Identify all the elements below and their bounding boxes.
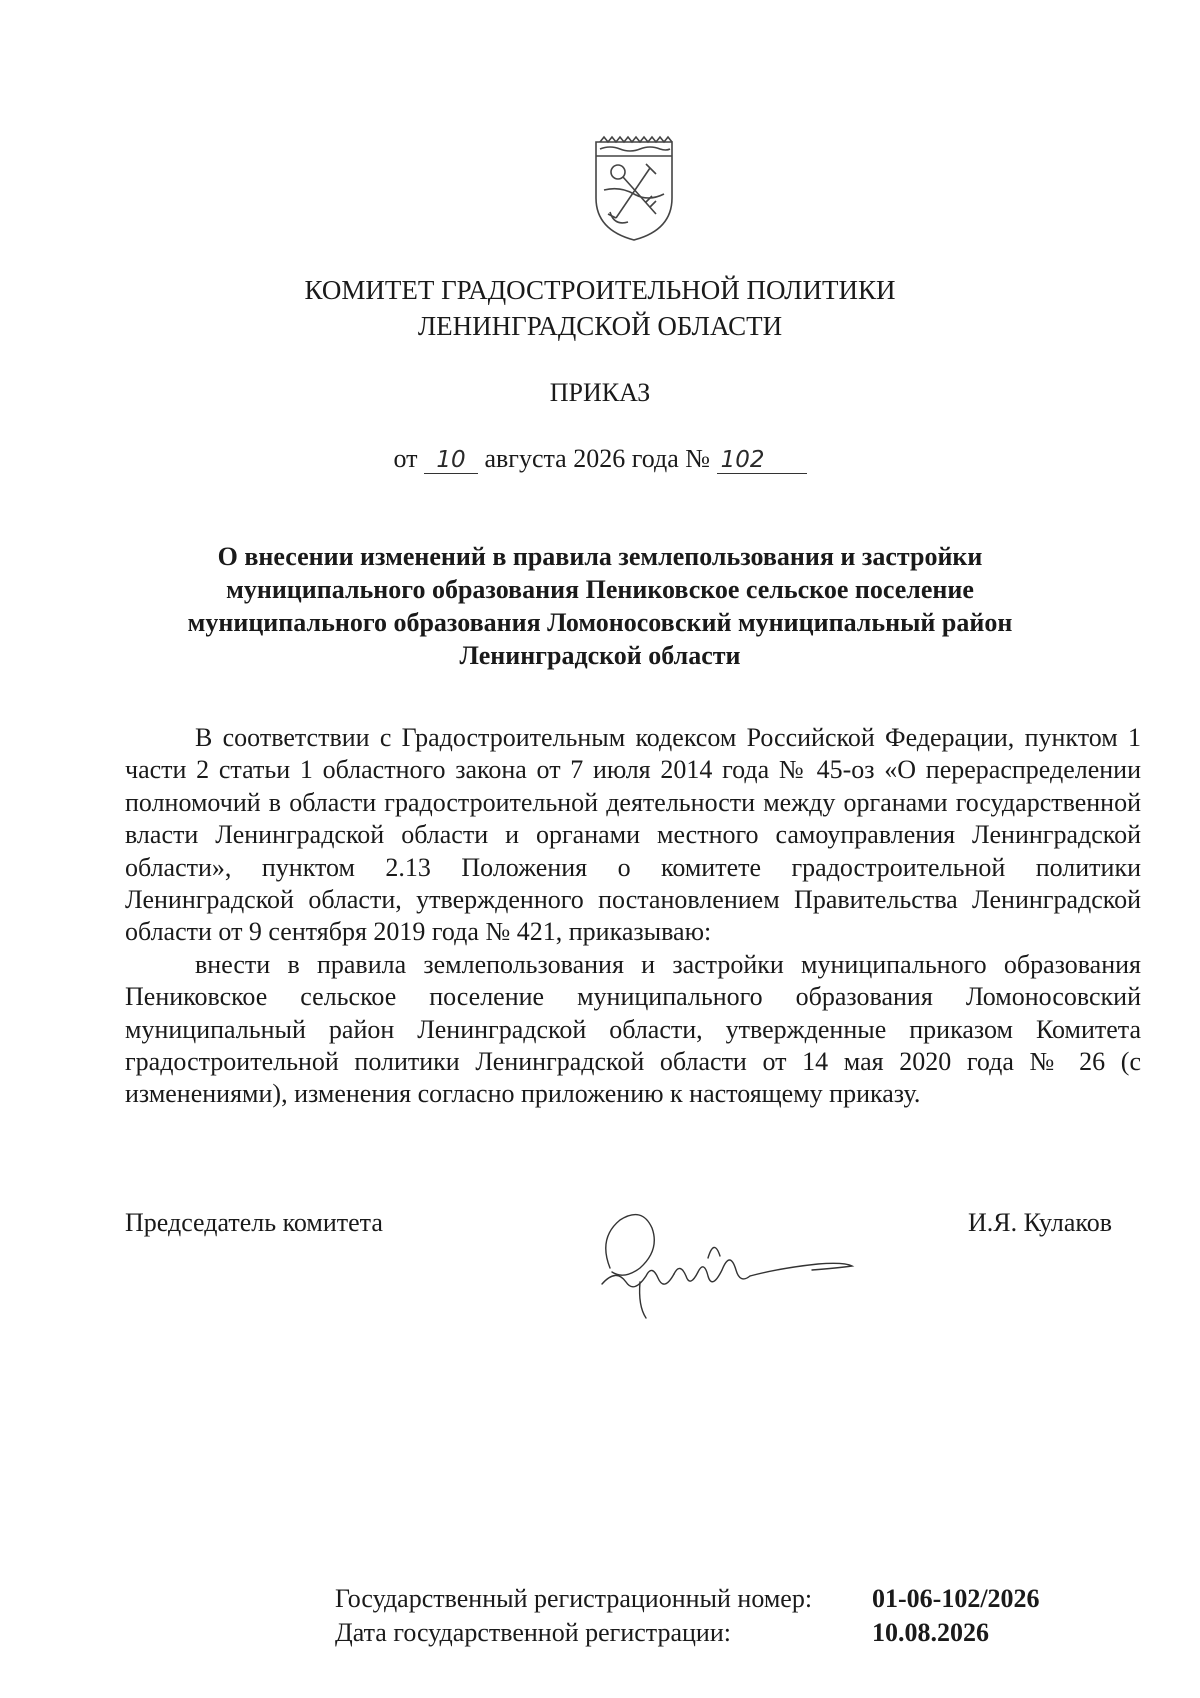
registration-number-value: 01-06-102/2026 [872, 1584, 1040, 1613]
coat-of-arms-icon [590, 134, 678, 244]
number-sign: № [685, 444, 711, 473]
organization-name [0, 272, 1200, 344]
paragraph-order: внести в правила землепользования и застройки муниципального образования Пениковское сельское поселение муниципального образования Ломоносовский муниципальный район Ленинградской области, утвержденные приказом Комитета градостроительной политики Ленинградской области от 14 мая 2020 года № 26 (с изменениями), изменения согласно приложению к настоящему приказу. [125, 949, 1141, 1109]
handwritten-signature [580, 1198, 900, 1328]
signatory-name: И.Я. Кулаков [968, 1208, 1112, 1237]
registration-date-value: 10.08.2026 [872, 1618, 989, 1647]
order-month-year: августа 2026 года [484, 444, 679, 473]
order-day-handwritten: 10 [424, 447, 478, 474]
title-line-3: муниципального образования Ломоносовский муниципальный район [187, 608, 1013, 637]
title-line-2: муниципального образования Пениковское сельское поселение [226, 575, 974, 604]
order-prefix: от [393, 444, 418, 473]
registration-date-row [335, 1616, 1040, 1650]
organization-line-2: ЛЕНИНГРАДСКОЙ ОБЛАСТИ [417, 311, 783, 341]
registration-date-label: Дата государственной регистрации: [335, 1618, 731, 1647]
signatory-position: Председатель комитета [125, 1208, 383, 1237]
title-line-4: Ленинградской области [459, 641, 741, 670]
document-title [180, 540, 1020, 672]
registration-number-label: Государственный регистрационный номер: [335, 1584, 813, 1613]
organization-line-1: КОМИТЕТ ГРАДОСТРОИТЕЛЬНОЙ ПОЛИТИКИ [304, 275, 896, 305]
registration-block [335, 1582, 1040, 1650]
order-date-number-line [0, 444, 1200, 474]
document-body [125, 722, 1141, 1111]
title-line-1: О внесении изменений в правила землепользования и застройки [217, 542, 983, 571]
registration-number-row [335, 1582, 1040, 1616]
document-type: ПРИКАЗ [549, 378, 651, 407]
paragraph-preamble: В соответствии с Градостроительным кодексом Российской Федерации, пунктом 1 части 2 статьи 1 областного закона от 7 июля 2014 года № 45-оз «О перераспределении полномочий в области градостроительной деятельности между органами государственной власти Ленинградской области и органами местного самоуправления Ленинградской области», пунктом 2.13 Положения о комитете градостроительной политики Ленинградской области, утвержденного постановлением Правительства Ленинградской области от 9 сентября 2019 года № 421, приказываю: [125, 723, 1141, 947]
order-number-handwritten: 102 [717, 447, 807, 474]
